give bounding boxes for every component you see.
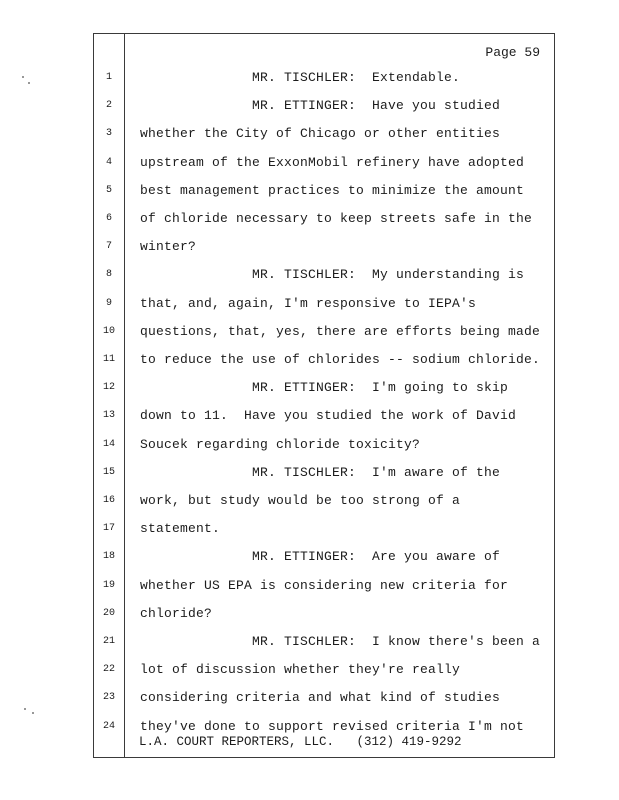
line-number: 23 [102, 692, 115, 704]
line-number: 13 [102, 410, 115, 422]
line-number: 6 [105, 213, 112, 224]
line-number: 2 [105, 100, 112, 112]
transcript-line [94, 155, 556, 173]
transcript-line [94, 239, 556, 257]
scan-speck [22, 76, 24, 78]
transcript-line [94, 70, 556, 88]
line-number: 18 [102, 551, 115, 563]
line-number: 1 [105, 72, 112, 83]
scan-speck [32, 712, 34, 714]
line-text: considering criteria and what kind of studies [140, 690, 501, 706]
line-number: 9 [105, 297, 112, 309]
transcript-line [94, 352, 556, 370]
transcript-line [94, 408, 556, 426]
line-number: 12 [102, 382, 115, 394]
transcript-line [94, 662, 556, 680]
line-text: lot of discussion whether they're really [140, 662, 461, 678]
line-text: MR. TISCHLER: I'm aware of the [140, 464, 501, 480]
transcript-line [94, 719, 556, 737]
transcript-line [94, 549, 556, 567]
line-text: MR. ETTINGER: I'm going to skip [140, 380, 509, 396]
line-text: winter? [140, 239, 197, 255]
transcript-line [94, 126, 556, 144]
line-text: best management practices to minimize the amount [140, 182, 525, 198]
line-text: MR. ETTINGER: Are you aware of [140, 549, 501, 565]
line-text: they've done to support revised criteria I'm not [140, 718, 525, 734]
transcript-line [94, 437, 556, 455]
line-number: 17 [102, 523, 115, 535]
line-text: of chloride necessary to keep streets safe in the [140, 211, 533, 226]
line-number: 19 [102, 579, 115, 591]
line-text: work, but study would be too strong of a [140, 493, 461, 508]
line-number: 7 [105, 241, 112, 253]
line-number: 20 [102, 607, 115, 619]
line-number: 10 [102, 325, 115, 337]
scan-speck [24, 708, 26, 710]
line-number: 16 [102, 495, 115, 506]
line-number: 4 [105, 156, 112, 168]
line-text: MR. ETTINGER: Have you studied [140, 98, 501, 114]
line-number: 8 [105, 269, 112, 281]
line-number: 11 [102, 354, 115, 365]
transcript-line [94, 578, 556, 596]
transcript-line [94, 606, 556, 624]
transcript-line [94, 493, 556, 511]
line-text: statement. [140, 521, 221, 537]
line-text: MR. TISCHLER: My understanding is [140, 267, 525, 283]
line-number: 14 [102, 438, 115, 450]
transcript-line [94, 98, 556, 116]
transcript-line [94, 211, 556, 229]
line-number: 24 [102, 720, 115, 732]
line-text: MR. TISCHLER: Extendable. [140, 70, 461, 85]
transcript-line [94, 521, 556, 539]
transcript-page [93, 33, 555, 758]
transcript-line [94, 296, 556, 314]
line-text: chloride? [140, 605, 213, 621]
line-text: Soucek regarding chloride toxicity? [140, 436, 421, 452]
transcript-line [94, 690, 556, 708]
line-text: MR. TISCHLER: I know there's been a [140, 634, 541, 649]
line-text: whether the City of Chicago or other entities [140, 126, 501, 142]
line-text: to reduce the use of chlorides -- sodium chloride. [140, 352, 541, 367]
line-number: 15 [102, 466, 115, 478]
transcript-line [94, 267, 556, 285]
line-number: 3 [105, 128, 112, 140]
line-text: down to 11. Have you studied the work of David [140, 408, 517, 424]
transcript-line [94, 634, 556, 652]
transcript-line [94, 324, 556, 342]
line-text: questions, that, yes, there are efforts being made [140, 323, 541, 339]
transcript-line [94, 380, 556, 398]
reporter-footer: L.A. COURT REPORTERS, LLC. (312) 419-9292 [139, 735, 462, 749]
line-text: upstream of the ExxonMobil refinery have adopted [140, 154, 525, 170]
line-number: 22 [102, 664, 115, 676]
line-text: whether US EPA is considering new criteria for [140, 577, 509, 593]
page-number: Page 59 [485, 45, 540, 60]
transcript-line [94, 465, 556, 483]
line-number: 21 [102, 636, 115, 647]
line-number: 5 [105, 184, 112, 196]
line-text: that, and, again, I'm responsive to IEPA's [140, 295, 477, 311]
transcript-line [94, 183, 556, 201]
scan-speck [28, 82, 30, 84]
